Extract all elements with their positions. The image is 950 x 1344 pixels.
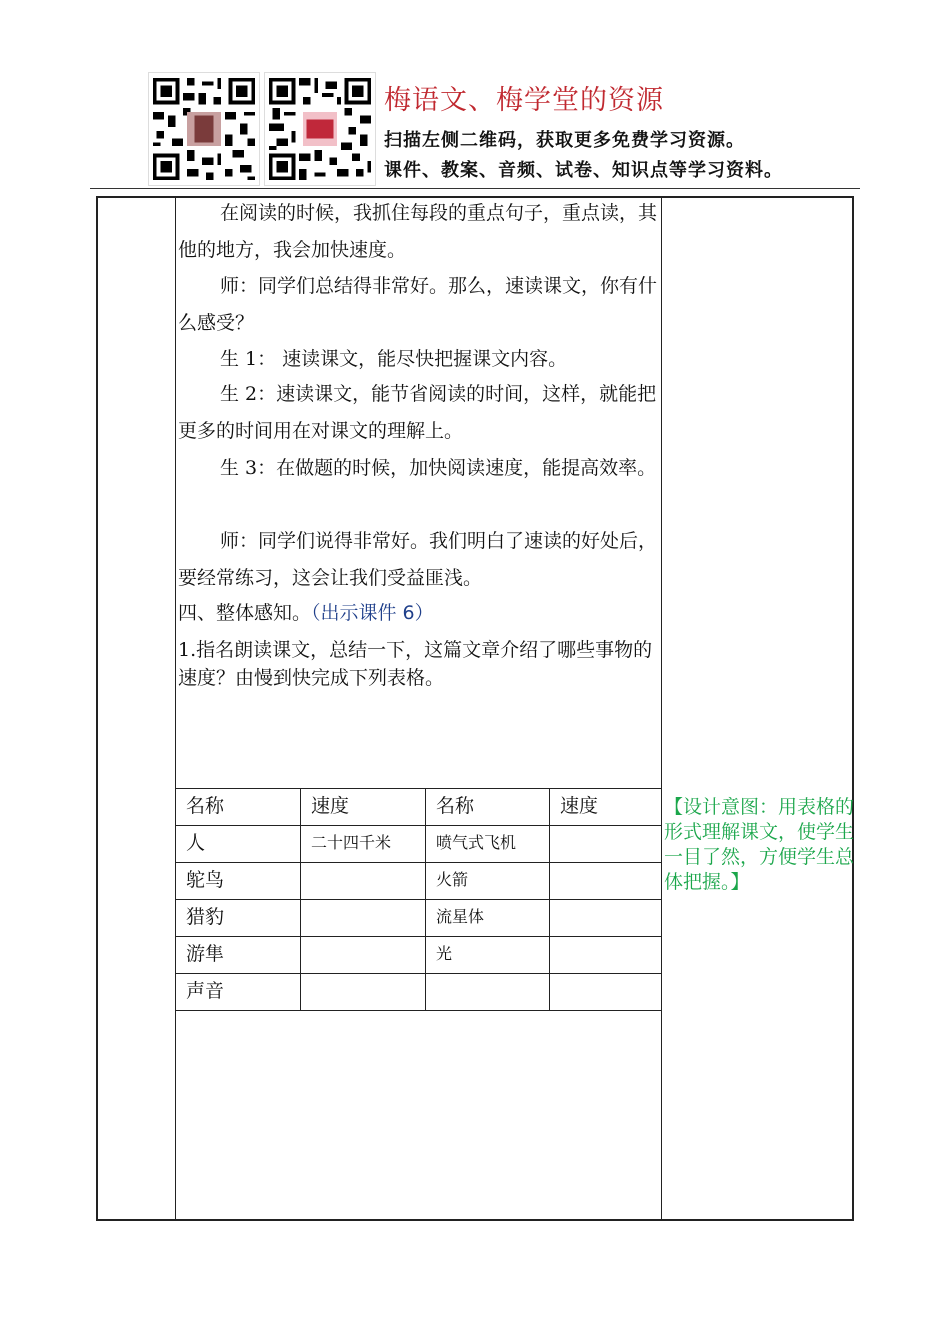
table-cell <box>550 937 662 974</box>
table-cell <box>301 974 426 1011</box>
section-heading <box>178 598 662 628</box>
table-row <box>176 863 662 900</box>
paragraph-1: 在阅读的时候，我抓住每段的重点句子，重点读，其他的地方，我会加快速度。 <box>178 202 658 261</box>
table-cell: 鸵鸟 <box>176 863 301 900</box>
paragraph-2: 师：同学们总结得非常好。那么，速读课文，你有什么感受？ <box>178 275 658 334</box>
paragraph-3: 生 1： 速读课文，能尽快把握课文内容。 <box>220 348 568 370</box>
table-header-cell: 速度 <box>550 789 662 826</box>
table-cell: 流星体 <box>426 900 550 937</box>
header-subtitle-2: 课件、教案、音频、试卷、知识点等学习资料。 <box>384 160 783 181</box>
design-intent-note: 【设计意图：用表格的形式理解课文，使学生一目了然，方便学生总体把握。】 <box>664 796 855 893</box>
paragraph-5: 生 3：在做题的时候，加快阅读速度，能提高效率。 <box>220 457 657 479</box>
table-header-cell: 名称 <box>426 789 550 826</box>
table-cell: 猎豹 <box>176 900 301 937</box>
header-divider <box>90 188 860 189</box>
table-cell: 二十四千米 <box>301 826 426 863</box>
table-cell <box>426 974 550 1011</box>
table-row <box>176 900 662 937</box>
table-cell: 人 <box>176 826 301 863</box>
table-cell: 声音 <box>176 974 301 1011</box>
table-header-cell: 名称 <box>176 789 301 826</box>
header-title: 梅语文、梅学堂的资源 <box>384 85 664 116</box>
table-cell: 喷气式飞机 <box>426 826 550 863</box>
table-cell: 游隼 <box>176 937 301 974</box>
table-cell: 光 <box>426 937 550 974</box>
section-heading-text: 四、整体感知。 <box>178 602 312 624</box>
table-header-row <box>176 789 662 826</box>
table-cell: 火箭 <box>426 863 550 900</box>
table-cell <box>301 937 426 974</box>
table-cell <box>550 826 662 863</box>
qr-code-left <box>148 72 260 186</box>
table-row <box>176 937 662 974</box>
header-subtitle-1: 扫描左侧二维码，获取更多免费学习资源。 <box>384 130 745 151</box>
qr-code-icon <box>265 73 375 185</box>
table-cell <box>550 900 662 937</box>
paragraph-4: 生 2：速读课文，能节省阅读的时间，这样，就能把更多的时间用在对课文的理解上。 <box>178 383 657 442</box>
courseware-reference: （出示课件 6） <box>311 602 434 624</box>
table-cell <box>550 974 662 1011</box>
table-cell <box>550 863 662 900</box>
table-row <box>176 826 662 863</box>
column-divider-left <box>175 196 176 1221</box>
paragraph-6: 师：同学们说得非常好。我们明白了速读的好处后，要经常练习，这会让我们受益匪浅。 <box>178 530 658 589</box>
table-cell <box>301 900 426 937</box>
qr-code-right <box>264 72 376 186</box>
table-header-cell: 速度 <box>301 789 426 826</box>
table-cell <box>301 863 426 900</box>
speed-table <box>175 788 662 1011</box>
table-row <box>176 974 662 1011</box>
paragraph-8: 1.指名朗读课文，总结一下，这篇文章介绍了哪些事物的速度？由慢到快完成下列表格。 <box>178 639 653 689</box>
qr-code-icon <box>149 73 259 185</box>
